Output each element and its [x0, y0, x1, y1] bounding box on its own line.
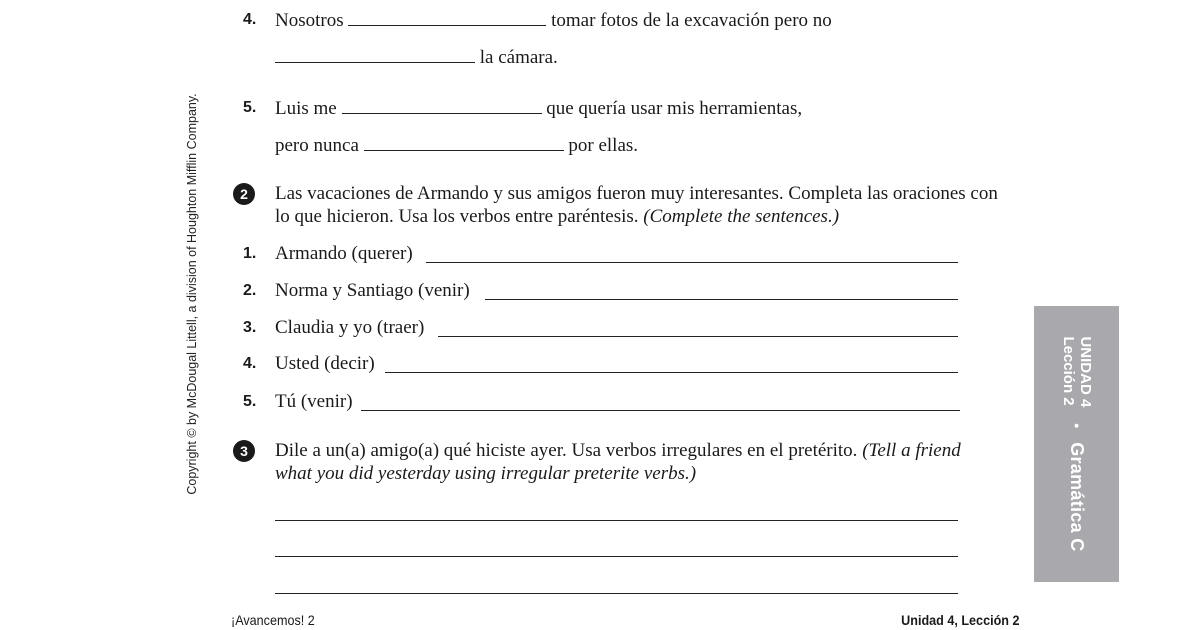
item-number: 4.	[243, 355, 257, 372]
instruction-english: what you did yesterday using irregular preterite verbs.)	[275, 463, 697, 484]
sentence-text: Nosotros	[275, 10, 344, 31]
answer-line[interactable]	[438, 336, 958, 337]
separator-dot: •	[1068, 423, 1085, 429]
sentence-line	[275, 9, 832, 32]
answer-blank[interactable]	[342, 97, 542, 114]
side-tab-label	[1060, 336, 1094, 551]
footer-unit-lesson: Unidad 4, Lección 2	[900, 612, 1019, 628]
sentence-text: Luis me	[275, 98, 337, 119]
item-number: 3.	[243, 319, 257, 336]
sentence-text: por ellas.	[568, 135, 639, 156]
item-prompt: Claudia y yo (traer)	[275, 317, 425, 338]
unit-label: UNIDAD 4	[1076, 336, 1094, 408]
item-number: 4.	[243, 11, 257, 28]
section-instructions	[275, 440, 961, 462]
copyright-notice: Copyright © by McDougal Littell, a division of Houghton Mifflin Company.	[185, 93, 199, 495]
answer-blank[interactable]	[348, 9, 546, 26]
instruction-text: Dile a un(a) amigo(a) qué hiciste ayer. Usa verbos irregulares en el pretérito.	[275, 440, 858, 461]
sentence-text: la cámara.	[479, 47, 558, 68]
answer-blank[interactable]	[364, 134, 564, 151]
instruction-text: lo que hicieron. Usa los verbos entre paréntesis.	[275, 206, 639, 227]
section-badge: 3	[233, 440, 255, 462]
sentence-line	[275, 97, 802, 120]
item-prompt: Armando (querer)	[275, 243, 413, 264]
section-title: Gramática C	[1067, 442, 1087, 552]
item-number: 1.	[243, 245, 257, 262]
sentence-text: tomar fotos de la excavación pero no	[551, 10, 832, 31]
instruction-english: (Complete the sentences.)	[643, 206, 840, 227]
item-prompt: Tú (venir)	[275, 391, 353, 412]
item-number: 5.	[243, 99, 257, 116]
answer-line[interactable]	[485, 299, 958, 300]
section-instructions	[275, 206, 839, 228]
answer-line[interactable]	[385, 372, 958, 373]
answer-line[interactable]	[275, 593, 958, 594]
item-number: 5.	[243, 393, 257, 410]
item-prompt: Norma y Santiago (venir)	[275, 280, 470, 301]
answer-line[interactable]	[426, 262, 958, 263]
lesson-label: Lección 2	[1059, 336, 1077, 406]
answer-line[interactable]	[275, 556, 958, 557]
sentence-text: que quería usar mis herramientas,	[546, 98, 803, 119]
answer-line[interactable]	[275, 520, 958, 521]
section-side-tab	[1034, 306, 1119, 582]
answer-blank[interactable]	[275, 46, 475, 63]
unit-lesson-stack	[1060, 336, 1094, 407]
answer-line[interactable]	[361, 410, 960, 411]
section-instructions: Las vacaciones de Armando y sus amigos fueron muy interesantes. Completa las oraciones con	[275, 183, 998, 204]
item-prompt: Usted (decir)	[275, 353, 375, 374]
sentence-line	[275, 46, 558, 69]
sentence-text: pero nunca	[275, 135, 359, 156]
footer-book-title: ¡Avancemos! 2	[231, 612, 315, 628]
instruction-english: (Tell a friend	[862, 440, 961, 461]
item-number: 2.	[243, 282, 257, 299]
section-badge: 2	[233, 183, 255, 205]
sentence-line	[275, 134, 638, 157]
